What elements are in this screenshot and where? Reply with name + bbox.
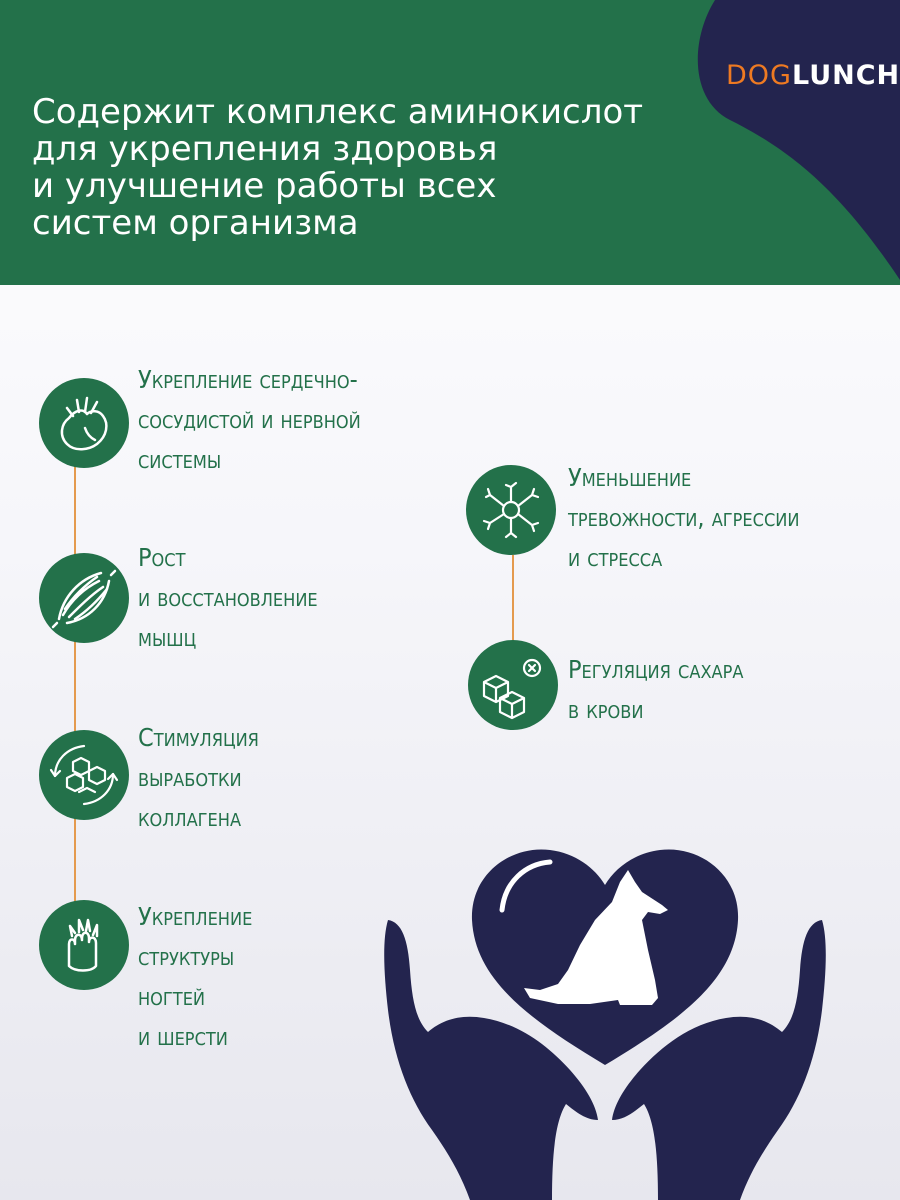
- benefit-anxiety: [568, 458, 800, 578]
- benefit-line: Укрепление: [138, 902, 253, 931]
- benefit-line: коллагена: [138, 803, 242, 832]
- benefit-line: и шерсти: [138, 1022, 228, 1051]
- benefit-nails-fur: [138, 897, 252, 1057]
- title-line: Содержит комплекс аминокислот: [32, 92, 644, 132]
- benefit-line: в крови: [568, 695, 644, 724]
- benefit-cardiovascular: [138, 360, 361, 480]
- page-title: [32, 94, 732, 242]
- header-banner: [0, 0, 900, 285]
- title-line: для укрепления здоровья: [32, 129, 498, 169]
- benefit-line: Регуляция сахара: [568, 655, 744, 684]
- brand-logo: [726, 60, 900, 91]
- title-line: и улучшение работы всех: [32, 166, 497, 206]
- left-connector-line: [74, 465, 76, 910]
- benefit-line: структуры: [138, 942, 235, 971]
- benefit-line: сосудистой и нервной: [138, 405, 361, 434]
- benefit-line: тревожности, агрессии: [568, 503, 800, 532]
- benefit-line: Рост: [138, 543, 186, 572]
- benefit-line: Стимуляция: [138, 723, 259, 752]
- benefit-line: ногтей: [138, 982, 206, 1011]
- benefit-collagen: [138, 718, 259, 838]
- right-connector-line: [512, 555, 514, 645]
- sugar-cubes-icon: [468, 640, 558, 730]
- benefit-line: и стресса: [568, 543, 663, 572]
- neuron-icon: [466, 465, 556, 555]
- logo-lunch-text: LUNCH: [791, 60, 900, 91]
- benefit-line: выработки: [138, 763, 242, 792]
- benefit-line: системы: [138, 445, 222, 474]
- benefit-line: Укрепление сердечно-: [138, 365, 358, 394]
- title-line: систем организма: [32, 203, 359, 243]
- logo-dog-text: DOG: [726, 60, 792, 91]
- muscle-icon: [39, 553, 129, 643]
- paw-claws-icon: [39, 900, 129, 990]
- benefit-muscles: [138, 538, 318, 658]
- benefit-line: Уменьшение: [568, 463, 692, 492]
- collagen-icon: [39, 730, 129, 820]
- benefit-line: и восстановление: [138, 583, 318, 612]
- benefit-line: мышц: [138, 623, 197, 652]
- hands-heart-dog-illustration: [380, 820, 830, 1200]
- heart-organ-icon: [39, 378, 129, 468]
- benefit-blood-sugar: [568, 650, 743, 730]
